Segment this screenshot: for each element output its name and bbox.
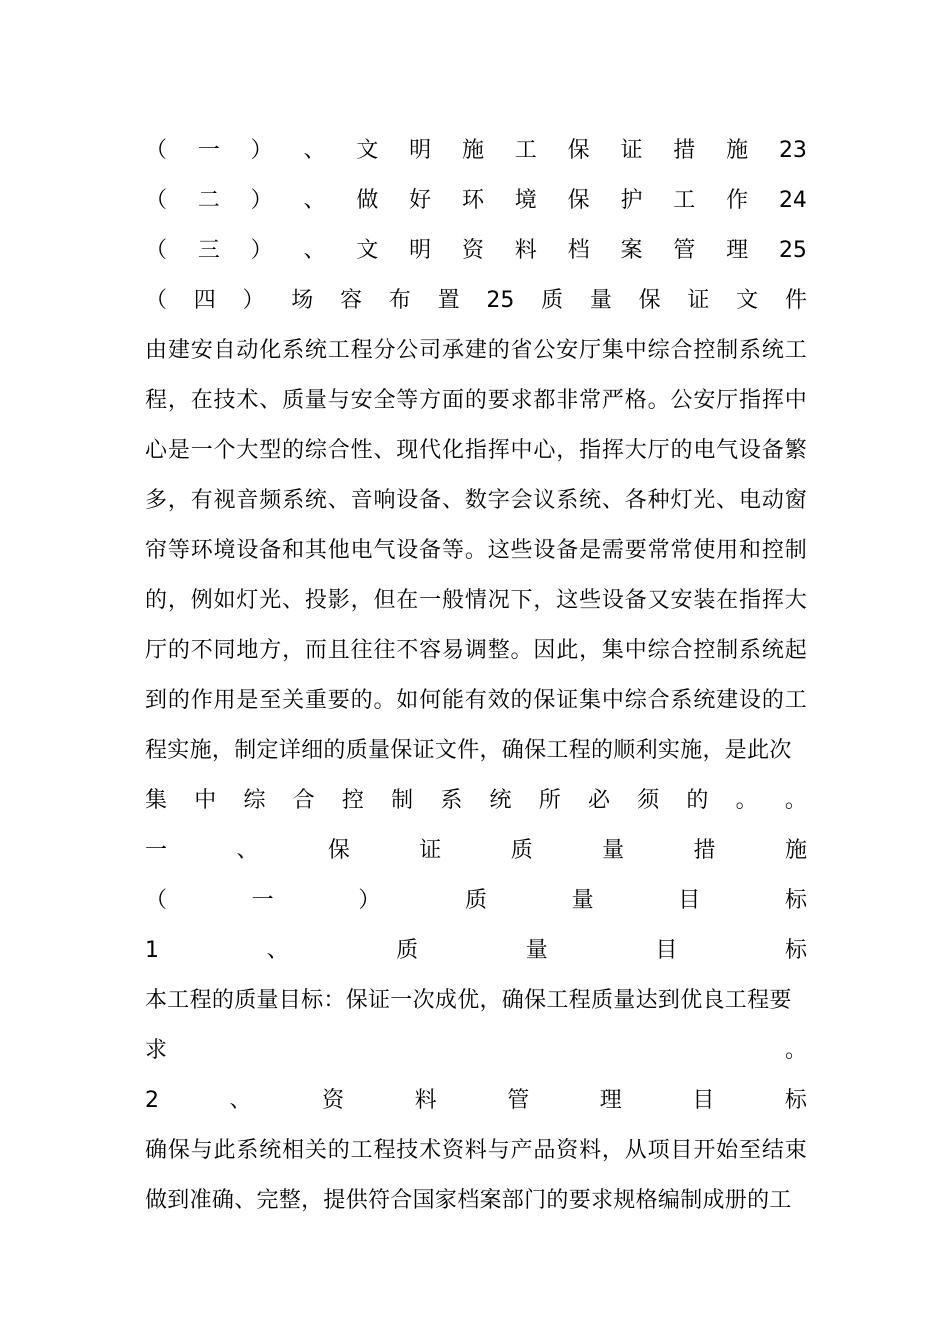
glyph: 三 [197, 238, 220, 263]
glyph: 施 [784, 838, 807, 863]
glyph: 目 [678, 888, 701, 913]
glyph: 质 [510, 838, 533, 863]
glyph: 场 [291, 288, 314, 313]
glyph: 标 [784, 1088, 807, 1113]
glyph: 、 [303, 188, 326, 213]
glyph: 做 [356, 188, 379, 213]
glyph: 置 [437, 288, 460, 313]
glyph: 25 [486, 288, 515, 313]
glyph: 容 [340, 288, 363, 313]
glyph: ） [250, 138, 273, 163]
glyph: （ [145, 288, 168, 313]
glyph: 文 [356, 238, 379, 263]
glyph: 档 [567, 238, 590, 263]
glyph: 综 [243, 788, 266, 813]
glyph: （ [145, 888, 168, 913]
glyph: 保 [567, 188, 590, 213]
glyph: 、 [303, 138, 326, 163]
glyph: 目 [655, 938, 678, 963]
section-heading-one [145, 826, 807, 876]
glyph: 24 [778, 188, 807, 213]
glyph: 集 [145, 788, 168, 813]
quality-goal-text: 本工程的质量目标：保证一次成优，确保工程质量达到优良工程要 [145, 988, 792, 1013]
glyph: 工 [673, 188, 696, 213]
glyph: 量 [525, 938, 548, 963]
glyph: 明 [409, 238, 432, 263]
doc-goal-text: 确保与此系统相关的工程技术资料与产品资料，从项目开始至结束做到准确、完整，提供符合国家档案部门的要求规格编制成册的工 [145, 1138, 807, 1213]
glyph: 二 [197, 188, 220, 213]
glyph: 保 [327, 838, 350, 863]
glyph: 量 [571, 888, 594, 913]
glyph: 保 [638, 288, 661, 313]
glyph: （ [145, 238, 168, 263]
glyph: 求 [145, 1038, 168, 1063]
subsection-heading-one [145, 876, 807, 926]
glyph: 。 [735, 788, 758, 813]
glyph: ） [250, 238, 273, 263]
glyph: 理 [599, 1088, 622, 1113]
glyph: 的 [686, 788, 709, 813]
toc-line-2 [145, 176, 807, 226]
glyph: 23 [778, 138, 807, 163]
glyph: 件 [784, 288, 807, 313]
glyph: 好 [409, 188, 432, 213]
glyph: 保 [567, 138, 590, 163]
glyph: 须 [637, 788, 660, 813]
glyph: 必 [587, 788, 610, 813]
glyph: 量 [602, 838, 625, 863]
glyph: 作 [726, 188, 749, 213]
item-heading-one [145, 926, 807, 976]
glyph: 统 [489, 788, 512, 813]
glyph: 证 [620, 138, 643, 163]
glyph: 料 [414, 1088, 437, 1113]
glyph: 护 [620, 188, 643, 213]
glyph: 明 [409, 138, 432, 163]
glyph: 标 [784, 888, 807, 913]
glyph: 境 [514, 188, 537, 213]
glyph: ） [358, 888, 381, 913]
glyph: 系 [440, 788, 463, 813]
glyph: 料 [514, 238, 537, 263]
glyph: 工 [514, 138, 537, 163]
glyph: 中 [194, 788, 217, 813]
glyph: 理 [726, 238, 749, 263]
glyph: 案 [620, 238, 643, 263]
glyph: 质 [464, 888, 487, 913]
glyph: 、 [236, 838, 259, 863]
glyph: 、 [303, 238, 326, 263]
toc-line-3 [145, 226, 807, 276]
glyph: 所 [538, 788, 561, 813]
quality-goal-last-line [145, 1026, 807, 1076]
glyph: （ [145, 138, 168, 163]
glyph: 1 [145, 938, 159, 963]
glyph: 资 [461, 238, 484, 263]
glyph: 文 [356, 138, 379, 163]
glyph: 。 [784, 1038, 807, 1063]
glyph: ） [250, 188, 273, 213]
glyph: 。 [784, 788, 807, 813]
glyph: 管 [507, 1088, 530, 1113]
glyph: 、 [266, 938, 289, 963]
glyph: 施 [726, 138, 749, 163]
glyph: 文 [736, 288, 759, 313]
glyph: 量 [589, 288, 612, 313]
glyph: 质 [541, 288, 564, 313]
glyph: 管 [673, 238, 696, 263]
glyph: 证 [687, 288, 710, 313]
glyph: 措 [673, 138, 696, 163]
glyph: 制 [391, 788, 414, 813]
glyph: 一 [197, 138, 220, 163]
glyph: 25 [778, 238, 807, 263]
glyph: ） [242, 288, 265, 313]
glyph: 证 [419, 838, 442, 863]
glyph: 一 [145, 838, 168, 863]
glyph: 四 [193, 288, 216, 313]
glyph: 、 [229, 1088, 252, 1113]
glyph: 布 [388, 288, 411, 313]
intro-paragraph: 由建安自动化系统工程分公司承建的省公安厅集中综合控制系统工程，在技术、质量与安全等方面的要求都非常严格。公安厅指挥中心是一个大型的综合性、现代化指挥中心，指挥大厅的电气设备繁多，有视音频系统、音响设备、数字会议系统、各种灯光、电动窗帘等环境设备和其他电气设备等。这些设备是需要常常使用和控制的，例如灯光、投影，但在一般情况下，这些设备又安装在指挥大厅的不同地方，而且往往不容易调整。因此，集中综合控制系统起到的作用是至关重要的。如何能有效的保证集中综合系统建设的工程实施，制定详细的质量保证文件，确保工程的顺利实施，是此次 [145, 338, 807, 763]
glyph: 控 [341, 788, 364, 813]
glyph: 资 [322, 1088, 345, 1113]
glyph: （ [145, 188, 168, 213]
glyph: 目 [692, 1088, 715, 1113]
glyph: 标 [784, 938, 807, 963]
glyph: 施 [461, 138, 484, 163]
toc-line-4 [145, 276, 807, 326]
document-content [145, 126, 807, 1226]
toc-line-1 [145, 126, 807, 176]
glyph: 质 [396, 938, 419, 963]
item-heading-two [145, 1076, 807, 1126]
glyph: 措 [693, 838, 716, 863]
glyph: 一 [251, 888, 274, 913]
glyph: 环 [461, 188, 484, 213]
glyph: 2 [145, 1088, 159, 1113]
glyph: 合 [292, 788, 315, 813]
intro-last-line [145, 776, 807, 826]
